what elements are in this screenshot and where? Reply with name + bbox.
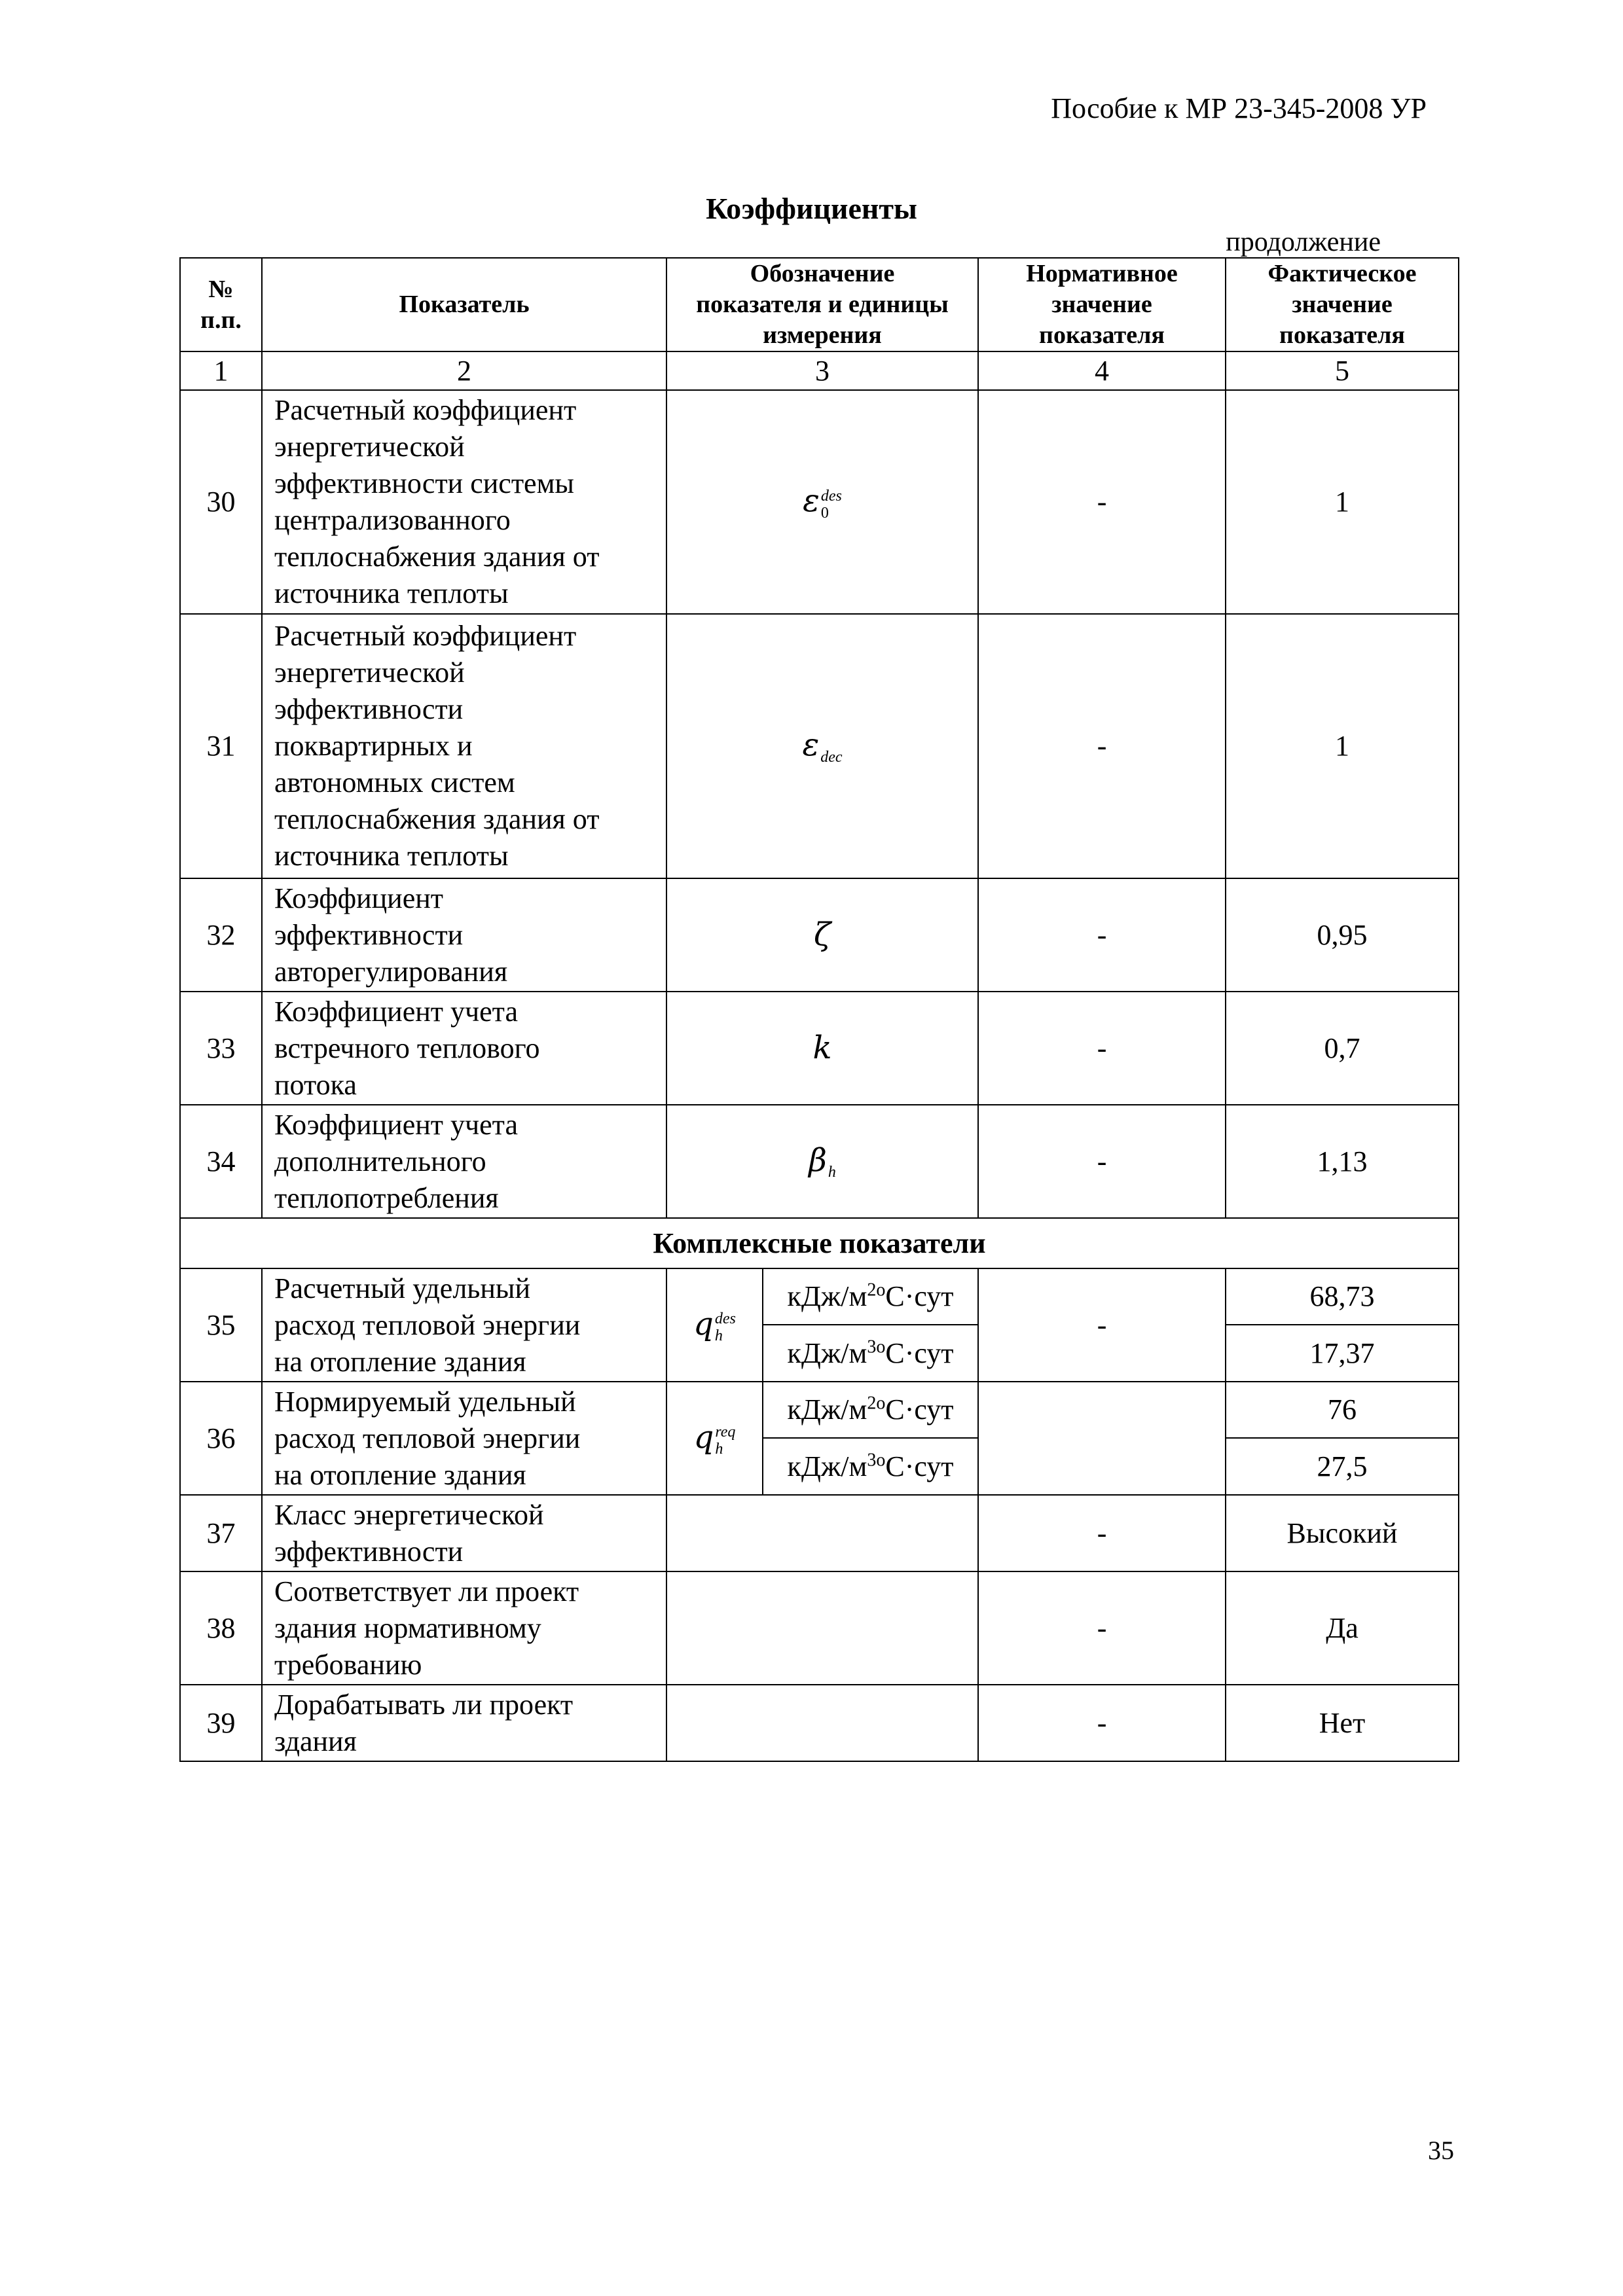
name-line: встречного теплового [274,1031,540,1064]
name-line: эффективности [274,918,464,951]
row-number: 36 [180,1382,262,1495]
name-line: дополнительного [274,1145,486,1177]
name-line: эффективности [274,693,464,725]
epsilon-symbol: ε [802,726,820,764]
row-normative: - [978,1685,1226,1761]
symbol-indices [821,488,842,522]
unit-superscript: 3о [867,1449,886,1470]
symbol-superscript: des [820,487,842,505]
unit-text: С·сут [885,1336,954,1369]
row-actual: 1,13 [1226,1105,1459,1218]
unit-superscript: 3о [867,1336,886,1357]
row-indicator-name [262,1571,666,1685]
column-number: 5 [1226,351,1459,390]
unit-superscript: 2о [867,1393,886,1414]
unit-text: С·сут [885,1280,954,1312]
table-row [180,1105,1459,1218]
header-text: Фактическое [1267,260,1417,287]
unit-text: С·сут [885,1450,954,1482]
epsilon-symbol: ε [803,482,820,520]
row-actual: Высокий [1226,1495,1459,1571]
row-symbol [666,1382,763,1495]
table-header-row [180,258,1459,351]
header-text: показателя [1039,321,1165,349]
row-normative: - [978,390,1226,614]
header-text: п.п. [200,306,242,334]
name-line: централизованного [274,504,511,536]
row-indicator-name [262,1105,666,1218]
row-indicator-name [262,390,666,614]
table-row [180,1571,1459,1685]
row-symbol [666,1495,978,1571]
header-designation [666,258,978,351]
row-number: 32 [180,878,262,992]
name-line: Расчетный удельный [274,1272,531,1304]
unit-superscript: 2о [867,1280,886,1300]
row-unit [763,1382,978,1438]
row-indicator-name [262,878,666,992]
row-normative [978,1382,1226,1495]
table-row [180,1495,1459,1571]
table-row [180,1685,1459,1761]
row-symbol [666,1105,978,1218]
page-title: Коэффициенты [706,192,917,225]
name-line: источника теплоты [274,577,509,609]
name-line: Расчетный коэффициент [274,394,577,426]
table-row [180,614,1459,878]
row-actual: 68,73 [1226,1268,1459,1325]
zeta-symbol: ζ [814,916,831,953]
name-line: автономных систем [274,766,515,798]
row-indicator-name [262,614,666,878]
row-unit [763,1325,978,1382]
name-line: источника теплоты [274,840,509,872]
row-symbol [666,1571,978,1685]
header-text: значение [1292,291,1393,318]
name-line: на отопление здания [274,1458,526,1491]
row-normative: - [978,1571,1226,1685]
row-normative: - [978,1105,1226,1218]
row-number: 38 [180,1571,262,1685]
name-line: требованию [274,1648,422,1681]
row-indicator-name [262,1685,666,1761]
section-row [180,1218,1459,1268]
coefficients-table [179,257,1459,1762]
page-number: 35 [1428,2136,1454,2165]
header-indicator: Показатель [262,258,666,351]
column-number: 2 [262,351,666,390]
row-actual: 76 [1226,1382,1459,1438]
row-number: 31 [180,614,262,878]
symbol-subscript: h [714,1327,723,1345]
row-normative: - [978,878,1226,992]
symbol-indices [715,1310,736,1344]
table-row [180,1268,1459,1325]
row-indicator-name [262,1268,666,1382]
table-row [180,1382,1459,1438]
row-symbol [666,992,978,1105]
name-line: Расчетный коэффициент [274,620,577,652]
row-actual: Да [1226,1571,1459,1685]
header-text: показателя [1279,321,1405,349]
unit-text: кДж/м [787,1336,867,1369]
header-text: Обозначение [750,260,895,287]
name-line: Коэффициент [274,882,444,914]
table-row [180,992,1459,1105]
row-actual: 1 [1226,390,1459,614]
name-line: теплоснабжения здания от [274,803,600,835]
symbol-subscript: dec [820,748,843,766]
name-line: здания [274,1725,357,1757]
symbol-subscript: h [715,1441,723,1458]
row-actual: 27,5 [1226,1438,1459,1495]
row-symbol [666,614,978,878]
name-line: Коэффициент учета [274,995,518,1028]
table-row [180,878,1459,992]
column-number: 4 [978,351,1226,390]
header-text: № [208,275,234,303]
row-normative: - [978,992,1226,1105]
row-number: 33 [180,992,262,1105]
header-num [180,258,262,351]
name-line: потока [274,1068,357,1101]
column-number: 1 [180,351,262,390]
header-actual [1226,258,1459,351]
row-symbol [666,390,978,614]
row-number: 39 [180,1685,262,1761]
name-line: авторегулирования [274,955,508,988]
row-actual: 1 [1226,614,1459,878]
name-line: энергетической [274,656,465,689]
beta-symbol: β [809,1141,827,1179]
row-number: 35 [180,1268,262,1382]
section-title: Комплексные показатели [180,1218,1459,1268]
header-normative [978,258,1226,351]
row-indicator-name [262,1495,666,1571]
name-line: эффективности [274,1535,464,1568]
column-number: 3 [666,351,978,390]
symbol-indices [828,1147,836,1181]
document-reference: Пособие к МР 23-345-2008 УР [1051,92,1427,124]
row-number: 37 [180,1495,262,1571]
row-indicator-name [262,992,666,1105]
header-text: измерения [763,321,882,349]
name-line: Дорабатывать ли проект [274,1688,574,1721]
row-actual: 0,7 [1226,992,1459,1105]
table-row [180,390,1459,614]
row-indicator-name [262,1382,666,1495]
unit-text: С·сут [885,1393,954,1426]
name-line: Класс энергетической [274,1498,544,1531]
row-actual: Нет [1226,1685,1459,1761]
name-line: здания нормативному [274,1611,541,1644]
row-normative: - [978,1268,1226,1382]
unit-text: кДж/м [787,1280,867,1312]
symbol-superscript: req [715,1424,736,1441]
unit-text: кДж/м [787,1450,867,1482]
name-line: Соответствует ли проект [274,1575,579,1607]
column-number-row [180,351,1459,390]
name-line: Коэффициент учета [274,1108,518,1141]
header-text: показателя и единицы [696,291,949,318]
name-line: расход тепловой энергии [274,1308,581,1341]
header-text: значение [1051,291,1152,318]
unit-text: кДж/м [787,1393,867,1426]
row-number: 30 [180,390,262,614]
symbol-indices [820,732,842,766]
row-actual: 0,95 [1226,878,1459,992]
name-line: поквартирных и [274,730,473,762]
name-line: эффективности системы [274,467,574,499]
row-normative: - [978,614,1226,878]
symbol-subscript: 0 [820,504,829,522]
row-number: 34 [180,1105,262,1218]
q-symbol: q [693,1305,714,1342]
continuation-label: продолжение [1226,227,1381,257]
row-symbol [666,878,978,992]
row-normative: - [978,1495,1226,1571]
row-actual: 17,37 [1226,1325,1459,1382]
name-line: на отопление здания [274,1345,526,1378]
k-symbol: k [812,1029,832,1066]
q-symbol: q [693,1418,714,1456]
header-text: Нормативное [1026,260,1178,287]
symbol-superscript: des [714,1310,736,1328]
row-unit [763,1438,978,1495]
name-line: Нормируемый удельный [274,1385,576,1418]
symbol-subscript: h [828,1164,836,1181]
name-line: теплоснабжения здания от [274,541,600,573]
row-symbol [666,1268,763,1382]
row-unit [763,1268,978,1325]
name-line: энергетической [274,431,465,463]
symbol-indices [715,1424,735,1458]
name-line: расход тепловой энергии [274,1422,581,1454]
row-symbol [666,1685,978,1761]
name-line: теплопотребления [274,1181,499,1214]
